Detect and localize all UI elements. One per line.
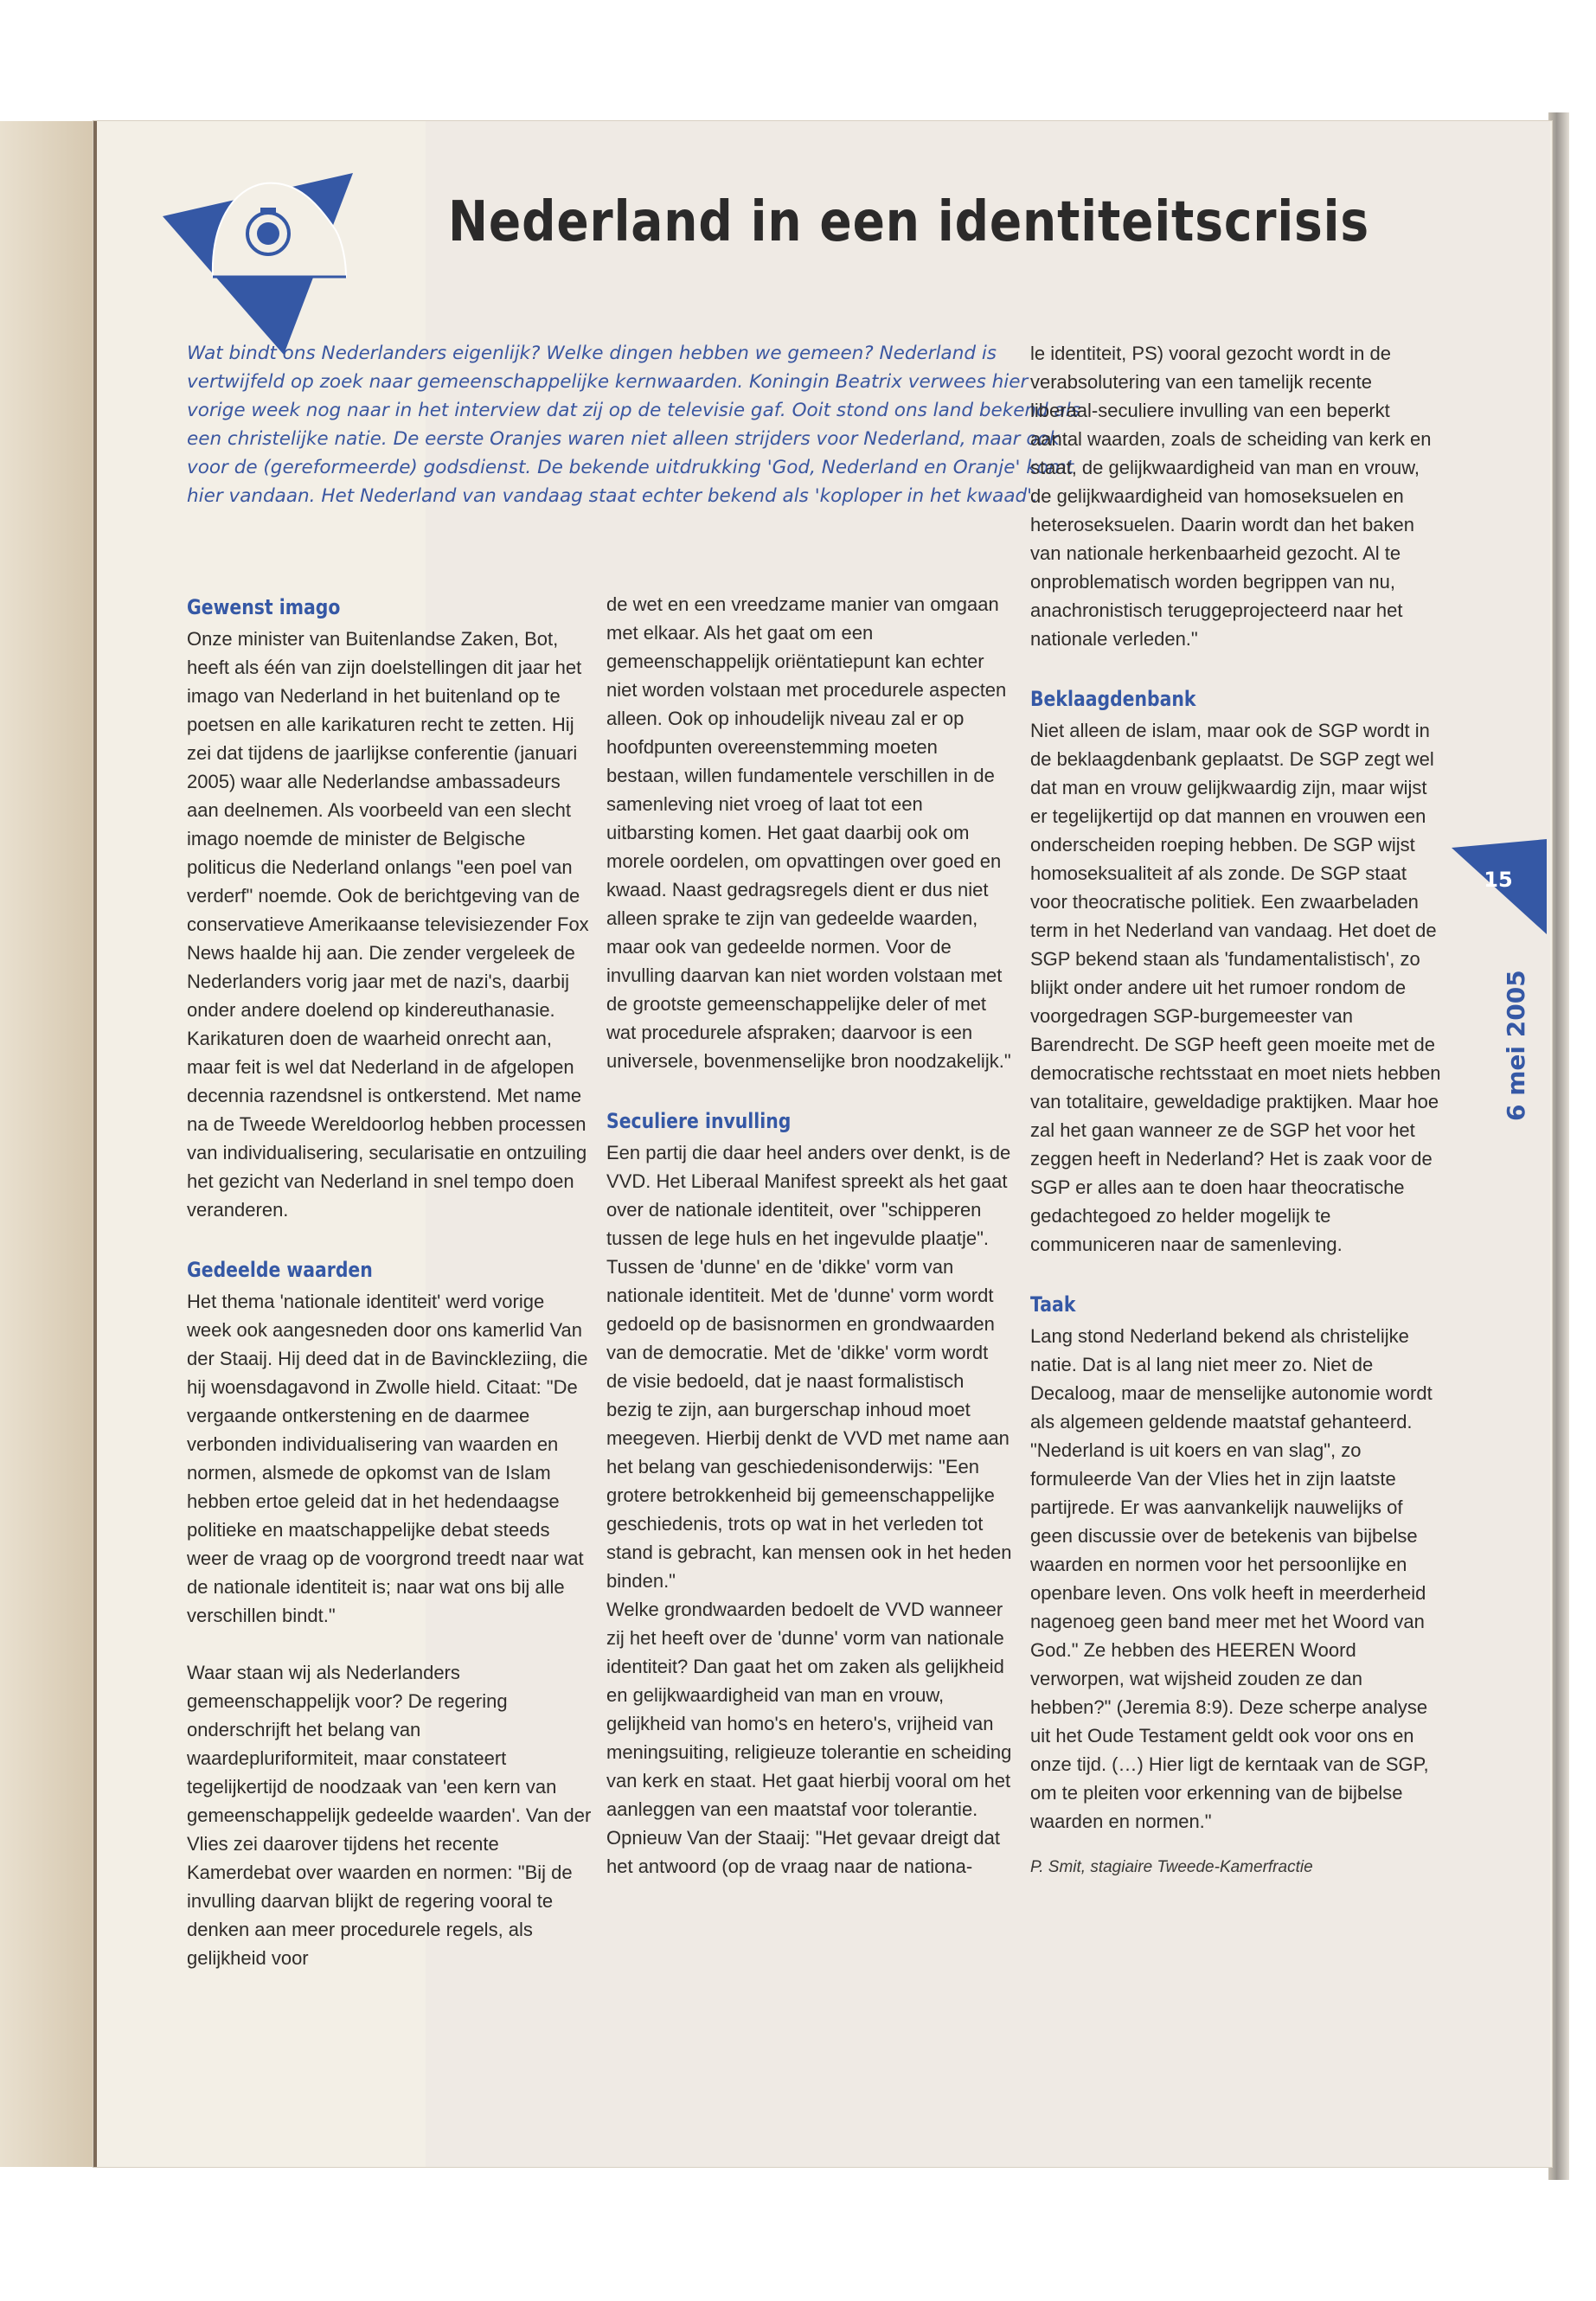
section-heading: Gedeelde waarden xyxy=(187,1258,373,1282)
paragraph: Karikaturen doen de waarheid onrecht aan, maar feit is wel dat Nederland in de afgelopen decennia razendsnel is ontkerstend. Met name na de Tweede Wereldoorlog hebben processen van individualisering, secularisatie en ontzuiling het gezicht van Nederland in snel tempo doen veranderen. xyxy=(187,1028,587,1221)
intro-paragraph: Wat bindt ons Nederlanders eigenlijk? Welke dingen hebben we gemeen? Nederland is vertwijfeld op zoek naar gemeenschappelijke kernwaarden. Koningin Beatrix verwees hier vorige week nog naar in het interview dat zij op de televisie gaf. Ooit stond ons land bekend als een christelijke natie. De eerste Oranjes waren niet alleen strijders voor Nederland, maar ook voor de (gereformeerde) godsdienst. De bekende uitdrukking 'God, Nederland en Oranje' komt hier vandaan. Het Nederland van vandaag staat echter bekend als 'koploper in het kwaad'. xyxy=(187,343,1080,507)
paragraph: Lang stond Nederland bekend als christelijke natie. Dat is al lang niet meer zo. Niet de Decaloog, maar de menselijke autonomie wordt als algemeen geldende maatstaf gehanteerd. "Nederland is uit koers en van slag", zo formuleerde Van der Vlies het in zijn laatste partijrede. Er was aanvankelijk nauwelijks of geen discussie over de betekenis van bijbelse waarden en normen voor het persoonlijke en openbare leven. Ons volk heeft in meerderheid nagenoeg geen band meer met het Woord van God." Ze hebben des HEEREN Woord verworpen, wat wijsheid zouden ze dan hebben?" (Jeremia 8:9). Deze scherpe analyse uit het Oude Testament geldt ook voor ons en onze tijd. (…) Hier ligt de kerntaak van de SGP, om te pleiten voor erkenning van de bijbelse waarden en normen." xyxy=(1030,1325,1433,1832)
author-signature: P. Smit, stagiaire Tweede-Kamerfractie xyxy=(1030,1858,1313,1876)
paragraph: Onze minister van Buitenlandse Zaken, Bot, heeft als één van zijn doelstellingen dit jaar het imago van Nederland in het buitenland op te poetsen en alle karikaturen recht te zetten. Hij zei dat tijdens de jaarlijkse conferentie (januari 2005) waar alle Nederlandse ambassadeurs aan deelnemen. Als voorbeeld van een slecht imago noemde de minister de Belgische politicus die Nederland onlangs "een poel van verderf" noemde. Ook de berichtgeving van de conservatieve Amerikaanse televisiezender Fox News haalde hij aan. Die zender vergeleek de Nederlanders vorig jaar met de nazi's, daarbij onder andere doelend op kindereuthanasie. xyxy=(187,628,589,1021)
column-2 xyxy=(606,590,1013,1881)
paragraph: Een partij die daar heel anders over denkt, is de VVD. Het Liberaal Manifest spreekt als het gaat over de nationale identiteit, over "schipperen tussen de lege huls en het ingevulde plaatje". Tussen de 'dunne' en de 'dikke' vorm van nationale identiteit. Met de 'dunne' vorm wordt gedoeld op de basisnormen en grondwaarden van de democratie. Met de 'dikke' vorm wordt de visie bedoeld, dat je naast formalistisch bezig te zijn, aan burgerschap inhoud moet meegeven. Hierbij denkt de VVD met name aan het belang van geschiedenisonderwijs: "Een grotere betrokkenheid bij gemeenschappelijke geschiedenis, trots op wat in het verleden tot stand is gebracht, kan mensen ook in het heden binden." xyxy=(606,1142,1012,1592)
paragraph: Welke grondwaarden bedoelt de VVD wanneer zij het heeft over de 'dunne' vorm van nationale identiteit? Dan gaat het om zaken als gelijkheid en gelijkwaardigheid van man en vrouw, gelijkheid van homo's en hetero's, vrijheid van meningsuiting, religieuze tolerantie en scheiding van kerk en staat. Het gaat hierbij vooral om het aanleggen van een maatstaf voor tolerantie. Opnieuw Van der Staaij: "Het gevaar dreigt dat het antwoord (op de vraag naar de nationa- xyxy=(606,1599,1012,1877)
sgp-logo-icon xyxy=(163,147,388,363)
paragraph: Het thema 'nationale identiteit' werd vorige week ook aangesneden door ons kamerlid Van der Staaij. Hij deed dat in de Bavinckleziing, die hij woensdagavond in Zwolle hield. Citaat: "De vergaande ontkerstening en de daarmee verbonden individualisering van waarden en normen, alsmede de opkomst van de Islam hebben ertoe geleid dat in het hedendaagse politieke en maatschappelijke debat steeds weer de vraag op de voorgrond treedt naar wat de nationale identiteit is; naar wat ons bij alle verschillen bindt." xyxy=(187,1291,588,1626)
column-1 xyxy=(187,590,593,1972)
column-3 xyxy=(1030,339,1441,1881)
page-title: Nederland in een identiteitscrisis xyxy=(448,190,1370,254)
section-heading: Taak xyxy=(1030,1292,1076,1317)
paragraph: Waar staan wij als Nederlanders gemeenschappelijk voor? De regering onderschrijft het belang van waardepluriformiteit, maar constateert tegelijkertijd de noodzaak van 'een kern van gemeenschappelijk gedeelde waarden'. Van der Vlies zei daarover tijdens het recente Kamerdebat over waarden en normen: "Bij de invulling daarvan blijkt de regering vooral te denken aan meer procedurele regels, als gelijkheid voor xyxy=(187,1662,592,1969)
section-heading: Gewenst imago xyxy=(187,595,341,619)
paragraph: de wet en een vreedzame manier van omgaan met elkaar. Als het gaat om een gemeenschappelijk oriëntatiepunt kan echter niet worden volstaan met procedurele aspecten alleen. Ook op inhoudelijk niveau zal er op hoofdpunten overeenstemming moeten bestaan, willen fundamentele verschillen in de samenleving niet vroeg of laat tot een uitbarsting komen. Het gaat daarbij ook om morele oordelen, om opvattingen over goed en kwaad. Naast gedragsregels dient er dus niet alleen sprake te zijn van gedeelde waarden, maar ook van gedeelde normen. Voor de invulling daarvan kan niet worden volstaan met de grootste gemeenschappelijke deler of met wat procedurele afspraken; daarvoor is een universele, bovenmenselijke bron noodzakelijk." xyxy=(606,593,1011,1072)
paragraph: le identiteit, PS) vooral gezocht wordt in de verabsolutering van een tamelijk recente liberaal-seculiere invulling van een beperkt aantal waarden, zoals de scheiding van kerk en staat, de gelijkwaardigheid van man en vrouw, de gelijkwaardigheid van homoseksuelen en heteroseksuelen. Daarin wordt dan het baken van nationale herkenbaarheid gezocht. Al te onproblematisch worden begrippen van nu, anachronistisch teruggeprojecteerd naar het nationale verleden." xyxy=(1030,343,1432,650)
section-heading: Beklaagdenbank xyxy=(1030,687,1196,711)
book-spine-left xyxy=(0,121,93,2167)
section-heading: Seculiere invulling xyxy=(606,1109,792,1133)
paragraph: Niet alleen de islam, maar ook de SGP wordt in de beklaagdenbank geplaatst. De SGP zegt wel dat man en vrouw gelijkwaardig zijn, maar wijst er tegelijkertijd op dat mannen en vrouwen een onderscheiden roeping hebben. De SGP wijst homoseksualiteit af als zonde. De SGP staat voor theocratische politiek. Een zwaarbeladen term in het Nederland van vandaag. Het doet de SGP bekend staan als 'fundamentalistisch', zo blijkt onder andere uit het rumoer rondom de voorgedragen SGP-burgemeester van Barendrecht. De SGP heeft geen moeite met de democratische rechtsstaat en moet niets hebben van totalitaire, geweldadige praktijken. Maar hoe zal het gaan wanneer ze de SGP het voor het zeggen heeft in Nederland? Het is zaak voor de SGP er alles aan te doen haar theocratische gedachtegoed zo helder mogelijk te communiceren naar de samenleving. xyxy=(1030,720,1441,1255)
issue-date: 6 mei 2005 xyxy=(1502,970,1530,1121)
magazine-page xyxy=(93,121,1552,2167)
page-number: 15 xyxy=(1484,868,1513,892)
